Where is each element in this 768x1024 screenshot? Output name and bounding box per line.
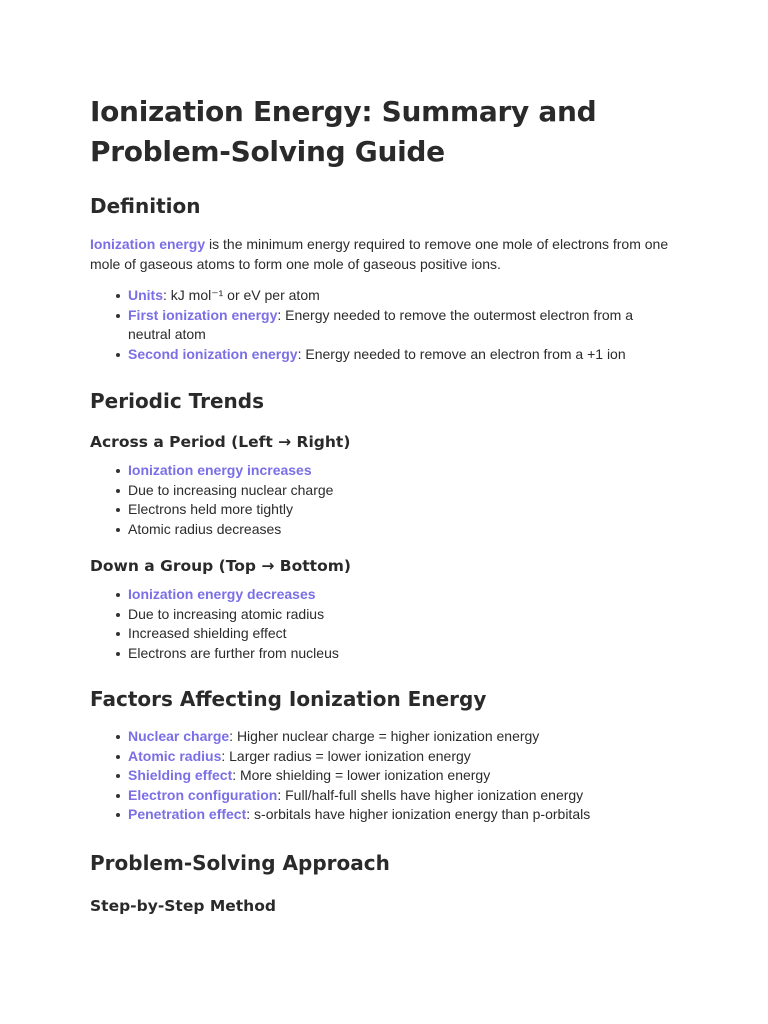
list-item-term: First ionization energy — [128, 306, 278, 323]
group-list — [90, 585, 678, 663]
list-item-term: Penetration effect — [128, 806, 247, 822]
list-item-text: : More shielding = lower ionization energy — [232, 767, 491, 783]
list-item — [128, 306, 668, 345]
factors-heading: Factors Affecting Ionization Energy — [90, 687, 487, 711]
list-item-term: Units — [128, 287, 163, 303]
list-item-text: : s-orbitals have higher ionization energy than p-orbitals — [246, 806, 591, 822]
list-item — [128, 766, 678, 786]
list-item: Due to increasing nuclear charge — [128, 481, 678, 501]
list-item — [128, 461, 678, 481]
definition-text: is the minimum energy required to remove one mole of electrons from one mole of gaseous atoms to form one mole of gaseous positive ions. — [90, 236, 669, 272]
list-item: Electrons held more tightly — [128, 500, 678, 520]
trends-heading: Periodic Trends — [90, 389, 265, 413]
list-item — [128, 786, 678, 806]
group-subheading: Down a Group (Top → Bottom) — [90, 557, 351, 575]
period-list — [90, 461, 678, 539]
list-item-term: Shielding effect — [128, 767, 233, 783]
list-item-term: Second ionization energy — [128, 345, 298, 362]
list-item-highlight: Ionization energy increases — [128, 462, 312, 478]
list-item-text: : kJ mol⁻¹ or eV per atom — [163, 287, 320, 303]
list-item-text: : Energy needed to remove an electron from a +1 ion — [297, 345, 626, 362]
page-title: Ionization Energy: Summary and Problem-Solving Guide — [90, 95, 597, 168]
list-item-term: Nuclear charge — [128, 728, 230, 744]
list-item — [128, 345, 668, 365]
definition-list — [90, 286, 668, 364]
list-item-text: : Energy needed to remove the outermost electron from a neutral atom — [128, 306, 633, 342]
list-item — [128, 805, 678, 825]
approach-heading: Problem-Solving Approach — [90, 850, 390, 875]
definition-heading: Definition — [90, 194, 201, 218]
list-item — [128, 286, 668, 306]
approach-subheading: Step-by-Step Method — [90, 896, 276, 915]
list-item-text: : Full/half-full shells have higher ionization energy — [277, 786, 584, 803]
list-item-text: : Larger radius = lower ionization energy — [221, 747, 471, 764]
list-item-term: Electron configuration — [128, 786, 278, 803]
factors-list — [90, 727, 678, 825]
definition-paragraph — [90, 234, 678, 274]
list-item: Due to increasing atomic radius — [128, 605, 678, 625]
list-item: Atomic radius decreases — [128, 520, 678, 540]
list-item: Electrons are further from nucleus — [128, 644, 678, 664]
list-item-term: Atomic radius — [128, 747, 222, 764]
definition-term: Ionization energy — [90, 236, 206, 252]
list-item — [128, 727, 678, 747]
list-item-highlight: Ionization energy decreases — [128, 586, 316, 602]
list-item-text: : Higher nuclear charge = higher ionization energy — [229, 728, 540, 744]
list-item: Increased shielding effect — [128, 624, 678, 644]
list-item — [128, 747, 678, 767]
list-item — [128, 585, 678, 605]
period-subheading: Across a Period (Left → Right) — [90, 433, 351, 451]
